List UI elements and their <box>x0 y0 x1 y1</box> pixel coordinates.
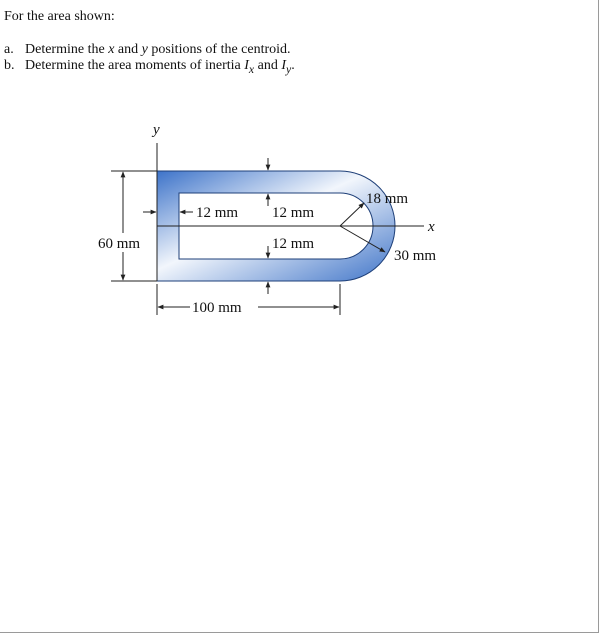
wall-left-dim-label: 12 mm <box>196 205 239 221</box>
wall-bottom-dim-label: 12 mm <box>272 236 315 252</box>
wall-top-dim-label: 12 mm <box>272 205 315 221</box>
question-label: a. <box>4 42 14 57</box>
question-a: a. Determine the x and y positions of the centroid. <box>4 42 291 57</box>
inner-radius-line <box>340 203 364 226</box>
inner-radius-label: 18 mm <box>366 191 409 207</box>
problem-intro: For the area shown: <box>4 9 115 24</box>
x-axis-label: x <box>428 219 435 235</box>
height-dim-label: 60 mm <box>98 236 141 252</box>
outer-radius-label: 30 mm <box>394 248 437 264</box>
question-b: b. Determine the area moments of inertia $I_x$ and $I_y$. <box>4 58 295 76</box>
y-axis-label: y <box>153 122 160 138</box>
width-dim-label: 100 mm <box>192 300 242 316</box>
question-label: b. <box>4 58 15 73</box>
